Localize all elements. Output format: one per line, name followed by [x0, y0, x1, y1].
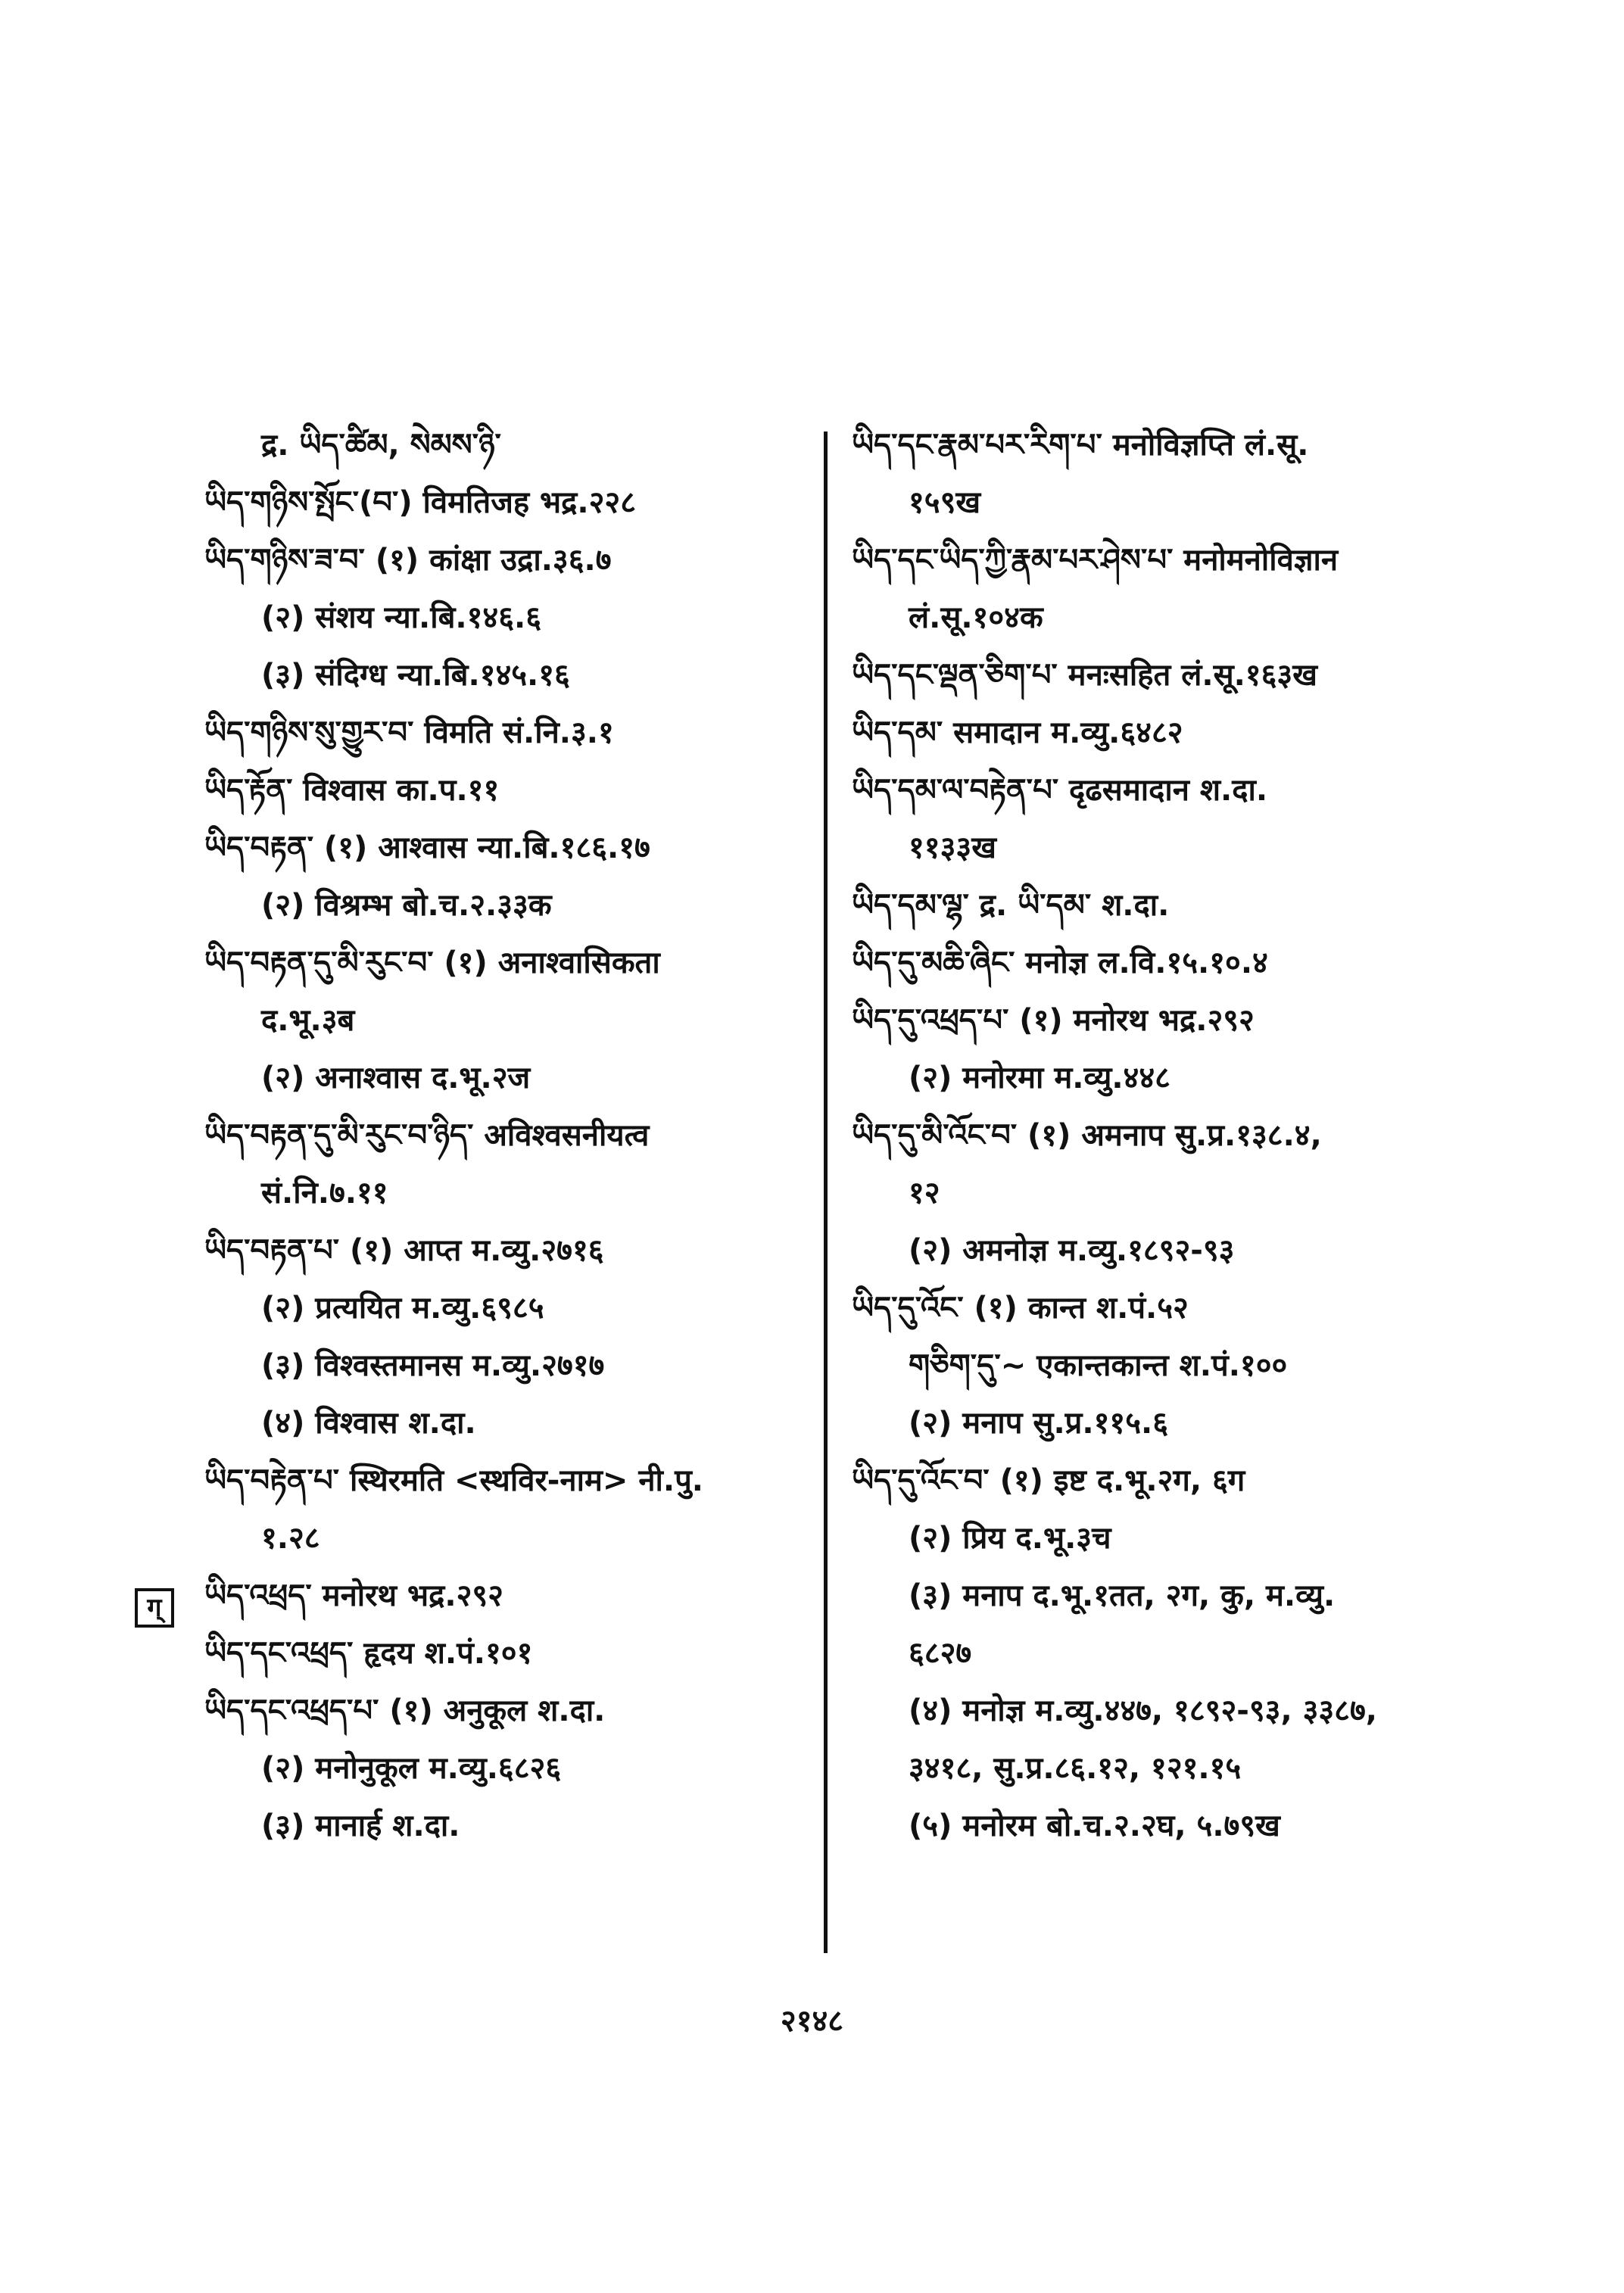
- dictionary-line: ཡིད་དུ་མཆི་ཞིང་ मनोज्ञ ल.वि.१५.१०.४: [852, 946, 1268, 980]
- dictionary-line: (२) मनोरमा म.व्यु.४४८: [909, 1061, 1170, 1095]
- margin-mark: ग्: [135, 1588, 174, 1628]
- dictionary-line: ཡིད་གཉིས་སུ་གྱུར་བ་ विमति सं.नि.३.१: [204, 715, 614, 750]
- left-column: [204, 416, 810, 1855]
- dictionary-line: གཅིག་དུ་~ एकान्तकान्त श.पं.१००: [909, 1348, 1288, 1383]
- dictionary-line: ११३३ख: [909, 830, 996, 865]
- dictionary-line: ཡིད་དང་འཕྲད་ हृदय श.पं.१०१: [204, 1636, 533, 1671]
- dictionary-line: (२) संशय न्या.बि.१४६.६: [261, 600, 541, 635]
- dictionary-line: (३) मानार्ह श.दा.: [261, 1809, 460, 1843]
- dictionary-line: ཡིད་དམ་ལ་བརྟེན་པ་ दृढसमादान श.दा.: [852, 773, 1268, 808]
- dictionary-line: ३४१८, सु.प्र.८६.१२, १२१.१५: [909, 1751, 1242, 1786]
- dictionary-line: ཡིད་དམ་ समादान म.व्यु.६४८२: [852, 715, 1183, 750]
- dictionary-line: ཡིད་བརྟན་དུ་མི་རུང་བ་ (१) अनाश्वासिकता: [204, 946, 660, 980]
- dictionary-line: ཡིད་འཕྲད་ मनोरथ भद्र.२९२: [204, 1578, 503, 1613]
- dictionary-line: ཡིད་གཉིས་སྤོང་(བ་) विमतिजह भद्र.२२८: [204, 485, 637, 520]
- dictionary-line: (२) विश्रम्भ बो.च.२.३३क: [261, 888, 552, 923]
- dictionary-line: ཡིད་གཉིས་ཟ་བ་ (१) कांक्षा उद्रा.३६.७: [204, 543, 612, 578]
- dictionary-line: ཡིད་དང་ལྡན་ཅིག་པ་ मनःसहित लं.सू.१६३ख: [852, 658, 1317, 693]
- dictionary-line: ཡིད་དུ་འོང་ (१) कान्त श.पं.५२: [852, 1291, 1189, 1326]
- dictionary-line: (४) विश्वास श.दा.: [261, 1406, 476, 1441]
- dictionary-line: (२) अमनोज्ञ म.व्यु.१८९२-९३: [909, 1233, 1235, 1268]
- dictionary-line: (२) प्रिय द.भू.३च: [909, 1521, 1111, 1556]
- dictionary-line: ཡིད་བརྟེན་པ་ स्थिरमति <स्थविर-नाम> नी.पु.: [204, 1463, 704, 1498]
- dictionary-line: ཡིད་དམ་ལྷ་ द्र. ཡི་དམ་ श.दा.: [852, 888, 1170, 923]
- dictionary-line: १२: [909, 1176, 940, 1210]
- page-number: २१४८: [780, 2004, 844, 2039]
- dictionary-line: (२) प्रत्ययित म.व्यु.६९८५: [261, 1291, 544, 1326]
- dictionary-line: (२) मनोनुकूल म.व्यु.६८२६: [261, 1751, 562, 1786]
- dictionary-line: (२) मनाप सु.प्र.११५.६: [909, 1406, 1168, 1441]
- dictionary-line: ཡིད་དང་རྣམ་པར་རིག་པ་ मनोविज्ञप्ति लं.सू.: [852, 428, 1309, 463]
- right-column: [852, 416, 1457, 1855]
- dictionary-line: ཡིད་བརྟན་པ་ (१) आप्त म.व्यु.२७१६: [204, 1233, 604, 1268]
- dictionary-line: (३) संदिग्ध न्या.बि.१४५.१६: [261, 658, 570, 693]
- dictionary-line: सं.नि.७.११: [261, 1176, 388, 1210]
- dictionary-line: ཡིད་དུ་མི་འོང་བ་ (१) अमनाप सु.प्र.१३८.४,: [852, 1118, 1322, 1153]
- column-divider: [824, 431, 828, 1953]
- dictionary-line: ཡིད་རྟོན་ विश्वास का.प.११: [204, 773, 500, 808]
- dictionary-line: (२) अनाश्वास द.भू.२ज: [261, 1061, 531, 1095]
- dictionary-line: (४) मनोज्ञ म.व्यु.४४७, १८९२-९३, ३३८७,: [909, 1693, 1377, 1728]
- dictionary-line: ཡིད་དུ་འཕྲད་པ་ (१) मनोरथ भद्र.२९२: [852, 1003, 1255, 1038]
- dictionary-line: ཡིད་བརྟན་ (१) आश्वास न्या.बि.१८६.१७: [204, 830, 650, 865]
- dictionary-line: द.भू.३ब: [261, 1003, 355, 1038]
- dictionary-line: १५९ख: [909, 485, 981, 520]
- dictionary-line: ཡིད་དང་ཡིད་ཀྱི་རྣམ་པར་ཤེས་པ་ मनोमनोविज्ञान: [852, 543, 1339, 578]
- dictionary-line: द्र. ཡིད་ཚིམ, སེམས་ཉི་: [261, 428, 501, 463]
- dictionary-line: (३) मनाप द.भू.१तत, २ग, कु, म.व्यु.: [909, 1578, 1336, 1613]
- dictionary-line: (५) मनोरम बो.च.२.२घ, ५.७९ख: [909, 1809, 1280, 1843]
- dictionary-line: ६८२७: [909, 1636, 972, 1671]
- dictionary-line: ཡིད་དང་འཕྲད་པ་ (१) अनुकूल श.दा.: [204, 1693, 606, 1728]
- dictionary-line: १.२८: [261, 1521, 320, 1556]
- dictionary-line: लं.सू.१०४क: [909, 600, 1043, 635]
- dictionary-line: (३) विश्वस्तमानस म.व्यु.२७१७: [261, 1348, 605, 1383]
- dictionary-line: ཡིད་བརྟན་དུ་མི་རུང་བ་ཉིད་ अविश्वसनीयत्व: [204, 1118, 650, 1153]
- dictionary-line: ཡིད་དུ་འོང་བ་ (१) इष्ट द.भू.२ग, ६ग: [852, 1463, 1245, 1498]
